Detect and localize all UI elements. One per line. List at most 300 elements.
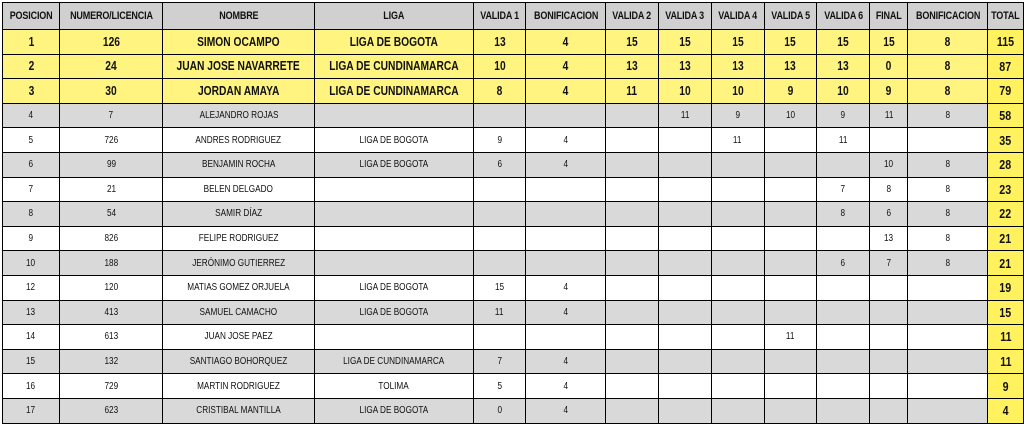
cell-value: 8 [944,34,951,49]
cell-value: SANTIAGO BOHORQUEZ [189,356,288,368]
cell-bonificacion-2 [908,54,988,79]
cell-value: 10 [785,110,795,122]
cell-valida-2 [606,349,659,374]
cell-value: 13 [26,306,36,318]
cell-nombre [163,300,314,325]
cell-valida-6 [817,325,870,350]
cell-valida-1 [473,398,526,423]
cell-liga [314,349,473,374]
cell-value: 8 [945,110,951,122]
cell-final [870,398,908,423]
cell-total [988,251,1024,276]
cell-valida-6 [817,300,870,325]
cell-valida-6 [817,128,870,153]
cell-liga [314,54,473,79]
cell-posicion [3,30,60,55]
cell-valida-2 [606,325,659,350]
cell-liga [314,202,473,227]
cell-value: 15 [26,356,36,368]
cell-value: 79 [999,83,1012,99]
cell-value: 21 [999,231,1012,247]
cell-value: 99 [106,159,116,171]
cell-value: 4 [563,380,569,392]
cell-value: 23 [999,181,1012,197]
cell-valida-3 [658,202,711,227]
cell-value: 4 [563,282,569,294]
column-header-valida-5 [764,3,817,30]
cell-value: 4 [28,110,34,122]
cell-nombre [163,54,314,79]
cell-bonificacion-2 [908,300,988,325]
cell-posicion [3,349,60,374]
cell-value: 1 [28,34,34,49]
cell-valida-3 [658,300,711,325]
cell-valida-3 [658,54,711,79]
cell-final [870,79,908,104]
cell-nombre [163,177,314,202]
column-header-label: VALIDA 6 [823,10,863,22]
cell-total [988,349,1024,374]
cell-valida-6 [817,79,870,104]
cell-value: LIGA DE BOGOTA [359,282,429,294]
cell-value: 13 [837,59,849,74]
cell-bonificacion-1 [526,325,606,350]
cell-value: 11 [733,134,742,146]
cell-nombre [163,374,314,399]
cell-valida-4 [711,177,764,202]
cell-total [988,325,1024,350]
column-header-final [870,3,908,30]
cell-value: 413 [104,306,119,318]
cell-value: 11 [786,331,795,343]
cell-value: MARTIN RODRIGUEZ [197,380,280,392]
cell-value: CRISTIBAL MANTILLA [196,405,281,417]
cell-nombre [163,202,314,227]
cell-value: 22 [999,206,1012,222]
cell-final [870,251,908,276]
cell-numero-licencia [59,79,163,104]
cell-valida-2 [606,202,659,227]
table-row [3,54,1024,79]
cell-value: 15 [626,34,638,49]
cell-value: SAMIR DÍAZ [215,208,263,220]
standings-table [2,2,1024,424]
cell-final [870,30,908,55]
cell-numero-licencia [59,54,163,79]
cell-value: 12 [26,282,36,294]
cell-value: 11 [680,110,690,122]
cell-bonificacion-2 [908,128,988,153]
cell-valida-1 [473,202,526,227]
cell-valida-2 [606,300,659,325]
cell-total [988,103,1024,128]
cell-value: 19 [999,280,1012,296]
cell-bonificacion-2 [908,30,988,55]
cell-valida-4 [711,251,764,276]
cell-value: 8 [886,183,891,195]
cell-value: 3 [28,83,34,98]
cell-value: 5 [28,134,34,146]
table-row [3,128,1024,153]
cell-value: 9 [735,110,740,122]
cell-value: 4 [563,356,569,368]
cell-value: 13 [731,59,744,74]
cell-nombre [163,152,314,177]
cell-value: TOLIMA [378,380,409,392]
cell-valida-5 [764,349,817,374]
cell-bonificacion-1 [526,177,606,202]
column-header-label: FINAL [875,10,902,22]
cell-value: 623 [104,405,119,417]
cell-value: 54 [106,208,116,220]
cell-valida-6 [817,103,870,128]
cell-value: 17 [26,405,36,417]
cell-valida-6 [817,226,870,251]
cell-valida-4 [711,325,764,350]
cell-nombre [163,275,314,300]
cell-bonificacion-1 [526,226,606,251]
cell-final [870,202,908,227]
table-row [3,103,1024,128]
cell-valida-5 [764,251,817,276]
cell-valida-1 [473,325,526,350]
cell-value: 826 [104,233,119,245]
column-header-bonificacion-2 [908,3,988,30]
cell-value: 5 [497,380,502,392]
cell-valida-2 [606,54,659,79]
cell-value: 30 [105,83,117,98]
cell-value: MATIAS GOMEZ ORJUELA [187,282,290,294]
cell-bonificacion-1 [526,103,606,128]
cell-liga [314,374,473,399]
cell-value: 15 [883,34,895,49]
cell-valida-4 [711,300,764,325]
cell-valida-6 [817,275,870,300]
cell-value: 13 [626,59,638,74]
cell-bonificacion-1 [526,251,606,276]
column-header-label: VALIDA 5 [771,10,810,22]
table-row [3,325,1024,350]
cell-value: 15 [494,282,505,294]
cell-value: 4 [563,306,569,318]
table-row [3,251,1024,276]
cell-liga [314,300,473,325]
cell-valida-5 [764,128,817,153]
cell-bonificacion-2 [908,202,988,227]
cell-liga [314,128,473,153]
cell-valida-1 [473,152,526,177]
cell-value: ALEJANDRO ROJAS [199,110,279,122]
cell-bonificacion-1 [526,79,606,104]
cell-numero-licencia [59,275,163,300]
cell-value: 9 [28,233,34,245]
cell-valida-5 [764,79,817,104]
cell-value: 729 [104,380,119,392]
cell-valida-2 [606,226,659,251]
cell-nombre [163,30,314,55]
cell-bonificacion-1 [526,275,606,300]
cell-valida-1 [473,177,526,202]
cell-numero-licencia [59,251,163,276]
cell-valida-4 [711,54,764,79]
cell-valida-1 [473,300,526,325]
cell-valida-6 [817,398,870,423]
cell-value: 188 [104,257,119,269]
cell-bonificacion-2 [908,325,988,350]
cell-numero-licencia [59,398,163,423]
cell-value: JUAN JOSE PAEZ [204,331,273,343]
cell-bonificacion-2 [908,103,988,128]
cell-valida-5 [764,177,817,202]
cell-bonificacion-1 [526,152,606,177]
cell-valida-2 [606,103,659,128]
cell-final [870,349,908,374]
cell-numero-licencia [59,30,163,55]
cell-value: 7 [28,183,34,195]
cell-value: 115 [997,34,1015,50]
cell-value: BENJAMIN ROCHA [201,159,276,171]
cell-bonificacion-1 [526,30,606,55]
cell-bonificacion-1 [526,202,606,227]
cell-value: 14 [26,331,36,343]
cell-value: 7 [840,183,846,195]
column-header-posicion [3,3,60,30]
cell-value: 0 [497,405,502,417]
cell-bonificacion-2 [908,349,988,374]
cell-bonificacion-1 [526,54,606,79]
cell-nombre [163,325,314,350]
column-header-total [988,3,1024,30]
cell-value: 87 [999,58,1012,74]
column-header-label: POSICION [9,10,53,22]
cell-numero-licencia [59,152,163,177]
cell-posicion [3,325,60,350]
column-header-valida-4 [711,3,764,30]
cell-value: 35 [999,132,1012,148]
column-header-label: NOMBRE [219,10,259,22]
cell-bonificacion-2 [908,152,988,177]
cell-valida-6 [817,177,870,202]
cell-valida-4 [711,374,764,399]
cell-valida-4 [711,398,764,423]
cell-valida-3 [658,349,711,374]
cell-posicion [3,152,60,177]
cell-numero-licencia [59,300,163,325]
cell-valida-5 [764,325,817,350]
cell-valida-1 [473,226,526,251]
cell-value: 13 [884,233,894,245]
table-row [3,177,1024,202]
column-header-valida-2 [606,3,659,30]
cell-value: 15 [679,34,691,49]
cell-value: 11 [626,83,638,98]
cell-posicion [3,374,60,399]
column-header-label: VALIDA 4 [718,10,758,22]
cell-value: 15 [784,34,797,49]
table-row [3,30,1024,55]
cell-bonificacion-2 [908,226,988,251]
cell-valida-5 [764,103,817,128]
cell-total [988,177,1024,202]
cell-final [870,300,908,325]
cell-value: 9 [840,110,846,122]
header-row [3,3,1024,30]
cell-value: 10 [493,59,506,74]
cell-posicion [3,103,60,128]
cell-final [870,177,908,202]
cell-numero-licencia [59,226,163,251]
cell-valida-3 [658,79,711,104]
cell-value: LIGA DE BOGOTA [359,306,429,318]
column-header-valida-1 [473,3,526,30]
cell-value: 0 [885,59,892,74]
cell-liga [314,177,473,202]
cell-value: 726 [104,134,119,146]
cell-value: 8 [945,159,951,171]
cell-value: 21 [999,255,1012,271]
table-row [3,374,1024,399]
cell-bonificacion-1 [526,349,606,374]
cell-liga [314,103,473,128]
cell-liga [314,226,473,251]
cell-liga [314,275,473,300]
cell-value: 10 [837,83,849,98]
cell-value: 10 [26,257,36,269]
cell-total [988,30,1024,55]
cell-value: 132 [104,356,119,368]
table-row [3,79,1024,104]
cell-value: 9 [1002,378,1009,394]
cell-valida-2 [606,128,659,153]
cell-value: 11 [999,354,1012,370]
cell-valida-3 [658,128,711,153]
cell-numero-licencia [59,374,163,399]
cell-valida-6 [817,374,870,399]
column-header-bonificacion-1 [526,3,606,30]
cell-value: FELIPE RODRIGUEZ [198,233,279,245]
cell-valida-4 [711,152,764,177]
cell-value: 16 [26,380,36,392]
cell-value: LIGA DE BOGOTA [359,159,429,171]
cell-posicion [3,398,60,423]
cell-value: 7 [497,356,502,368]
cell-value: LIGA DE BOGOTA [359,405,429,417]
cell-valida-4 [711,349,764,374]
cell-numero-licencia [59,103,163,128]
cell-liga [314,152,473,177]
cell-value: 8 [28,208,34,220]
cell-value: 4 [563,134,569,146]
cell-valida-4 [711,30,764,55]
cell-value: JUAN JOSE NAVARRETE [177,59,301,74]
standings-table-container [2,2,1024,424]
cell-value: 4 [562,34,569,49]
cell-value: 4 [562,83,569,98]
table-row [3,226,1024,251]
cell-nombre [163,128,314,153]
cell-value: SIMON OCAMPO [197,34,280,49]
column-header-label: VALIDA 2 [612,10,652,22]
cell-value: 8 [496,83,503,98]
cell-nombre [163,103,314,128]
cell-valida-5 [764,54,817,79]
cell-value: 4 [1002,403,1009,419]
cell-value: 6 [886,208,891,220]
cell-posicion [3,300,60,325]
cell-value: 9 [787,83,794,98]
cell-value: 28 [999,157,1012,173]
cell-value: SAMUEL CAMACHO [199,306,278,318]
cell-valida-5 [764,374,817,399]
cell-value: 6 [840,257,846,269]
cell-valida-6 [817,349,870,374]
cell-valida-2 [606,275,659,300]
cell-value: 8 [944,83,951,98]
cell-value: 120 [104,282,119,294]
cell-value: 8 [945,233,951,245]
cell-valida-2 [606,374,659,399]
cell-bonificacion-1 [526,374,606,399]
cell-total [988,300,1024,325]
column-header-label: VALIDA 1 [480,10,519,22]
cell-bonificacion-2 [908,251,988,276]
column-header-nombre [163,3,314,30]
cell-value: 10 [731,83,744,98]
cell-valida-2 [606,152,659,177]
cell-bonificacion-1 [526,128,606,153]
cell-posicion [3,275,60,300]
cell-nombre [163,349,314,374]
table-row [3,398,1024,423]
cell-value: 7 [108,110,114,122]
cell-bonificacion-1 [526,398,606,423]
cell-final [870,275,908,300]
column-header-valida-3 [658,3,711,30]
column-header-label: NUMERO/LICENCIA [69,10,153,22]
cell-posicion [3,128,60,153]
cell-value: 15 [837,34,849,49]
cell-value: 58 [999,108,1012,124]
cell-value: LIGA DE CUNDINAMARCA [328,83,459,98]
cell-valida-1 [473,54,526,79]
cell-value: 24 [105,59,117,74]
cell-valida-5 [764,202,817,227]
table-row [3,275,1024,300]
cell-value: 11 [884,110,893,122]
cell-value: LIGA DE BOGOTA [359,134,429,146]
cell-valida-4 [711,128,764,153]
cell-valida-6 [817,30,870,55]
cell-total [988,202,1024,227]
cell-liga [314,325,473,350]
table-row [3,349,1024,374]
cell-bonificacion-1 [526,300,606,325]
cell-liga [314,30,473,55]
cell-value: JERÓNIMO GUTIERREZ [192,257,286,269]
cell-valida-2 [606,30,659,55]
cell-value: ANDRES RODRIGUEZ [195,134,282,146]
cell-valida-2 [606,398,659,423]
cell-value: 13 [493,34,506,49]
cell-value: 15 [731,34,744,49]
cell-final [870,152,908,177]
column-header-liga [314,3,473,30]
cell-valida-4 [711,226,764,251]
cell-value: 2 [28,59,34,74]
cell-numero-licencia [59,202,163,227]
cell-value: 6 [28,159,34,171]
cell-value: 6 [497,159,502,171]
